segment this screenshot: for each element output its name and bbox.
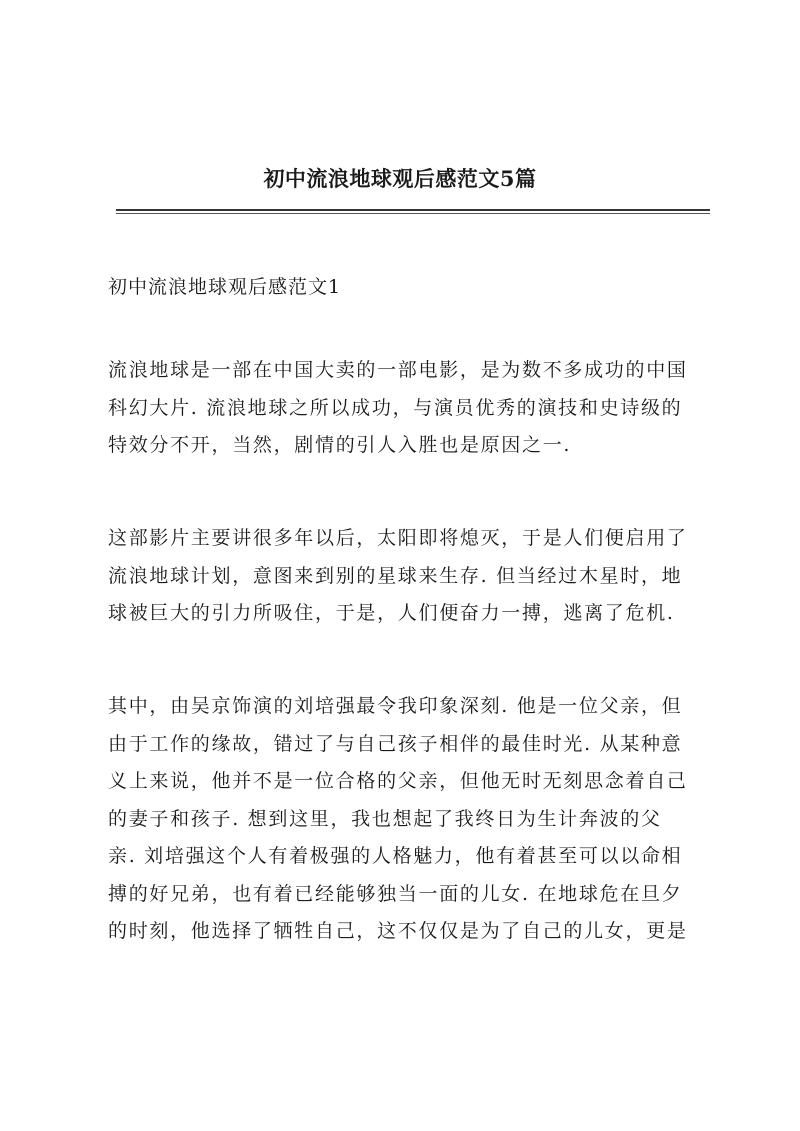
paragraph-line: 流浪地球计划，意图来到别的星球来生存. 但当经过木星时，地 [108, 564, 683, 587]
paragraph-line: 其中，由吴京饰演的刘培强最令我印象深刻. 他是一位父亲，但 [108, 695, 683, 717]
paragraph-line: 亲. 刘培强这个人有着极强的人格魅力，他有着甚至可以以命相 [108, 845, 683, 867]
page-title: 初中流浪地球观后感范文5篇 [263, 166, 537, 191]
paragraph-line: 的时刻，他选择了牺牲自己，这不仅仅是为了自己的儿女，更是 [108, 920, 688, 942]
paragraph-line: 义上来说，他并不是一位合格的父亲，但他无时无刻思念着自己 [108, 770, 688, 792]
paragraph-line: 流浪地球是一部在中国大卖的一部电影，是为数不多成功的中国 [108, 359, 688, 381]
paragraph-2 [108, 520, 712, 633]
paragraph-line: 球被巨大的引力所吸住，于是，人们便奋力一搏，逃离了危机. [108, 602, 675, 624]
paragraph-line: 的妻子和孩子. 想到这里，我也想起了我终日为生计奔波的父 [108, 807, 662, 830]
paragraph-line: 由于工作的缘故，错过了与自己孩子相伴的最佳时光. 从某种意 [108, 732, 683, 755]
paragraph-1 [108, 352, 712, 465]
paragraph-line: 这部影片主要讲很多年以后，太阳即将熄灭，于是人们便启用了 [108, 527, 688, 549]
paragraph-3 [108, 688, 712, 951]
paragraph-line: 科幻大片. 流浪地球之所以成功，与演员优秀的演技和史诗级的 [108, 396, 683, 419]
section-heading: 初中流浪地球观后感范文1 [108, 276, 342, 298]
paragraph-line: 搏的好兄弟，也有着已经能够独当一面的儿女. 在地球危在旦夕 [108, 882, 683, 905]
title-divider [116, 209, 710, 211]
paragraph-line: 特效分不开，当然，剧情的引人入胜也是原因之一. [108, 434, 572, 456]
